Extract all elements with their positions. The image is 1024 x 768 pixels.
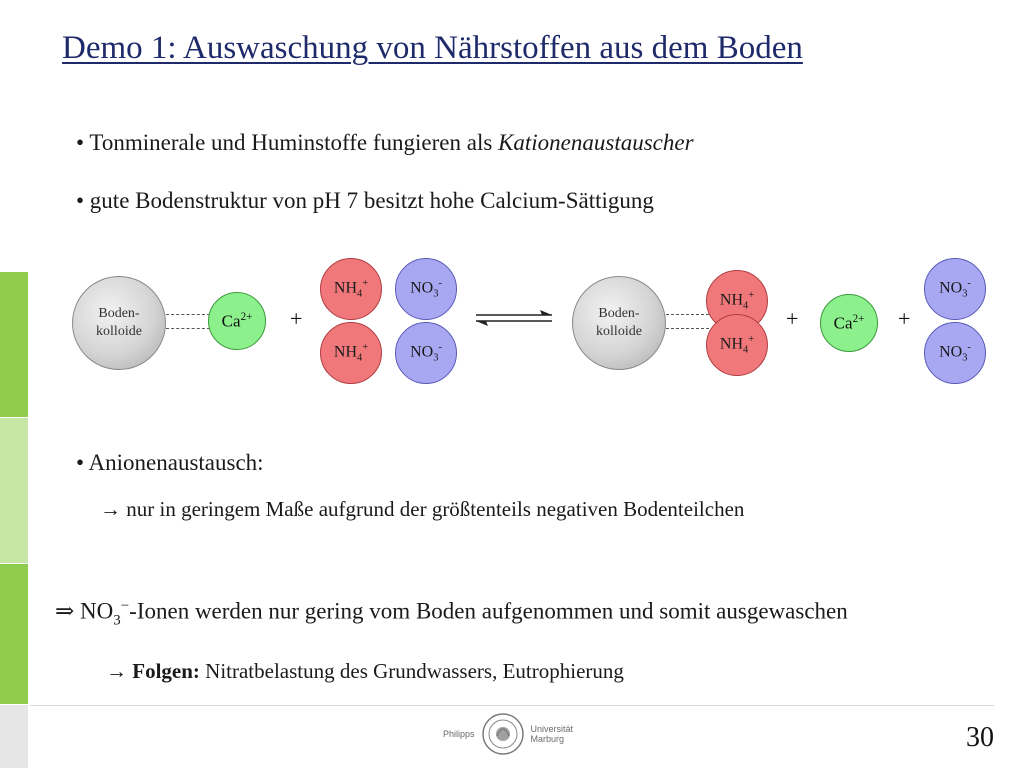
bullet-anion-exchange: • Anionenaustausch: — [76, 450, 264, 475]
bond-line-left-2 — [166, 328, 210, 329]
bullet-1-text: • Tonminerale und Huminstoffe fungieren als — [76, 130, 499, 155]
logo-left-text: Philipps — [443, 729, 475, 739]
bond-line-right-2 — [666, 328, 714, 329]
conclusion-line: ⇒ $NO_3^-$-Ionen werden nur gering vom Boden aufgenommen und somit ausgewaschen — [55, 598, 848, 629]
page-number: 30 — [966, 722, 994, 753]
plus-sign-1: + — [290, 306, 303, 331]
sidebar-block-1 — [0, 272, 28, 417]
university-logo — [443, 712, 573, 756]
colloid-right-line1: Boden- — [598, 306, 640, 321]
ca-ion-right: $Ca^{2+}$ — [820, 294, 878, 352]
bullet-1-italic: Kationenaustauscher — [498, 130, 694, 155]
implies-arrow-icon: ⇒ — [55, 598, 81, 624]
anion-exchange-detail: → nur in geringem Maße aufgrund der größtenteils negativen Bodenteilchen — [100, 497, 745, 521]
sidebar-block-2 — [0, 418, 28, 563]
colloid-right-line2: kolloide — [596, 324, 642, 339]
bond-line-left-1 — [166, 314, 210, 315]
logo-right-text: Universität Marburg — [530, 724, 574, 744]
nh4-ion-left-bottom: $NH_4^+$ — [320, 322, 382, 384]
equilibrium-arrow-icon — [472, 310, 556, 326]
arrow-icon: → — [106, 659, 133, 683]
sidebar-block-3 — [0, 564, 28, 704]
no3-ion-left-bottom: $NO_3^-$ — [395, 322, 457, 384]
bullet-cation-exchanger — [76, 130, 694, 156]
colloid-left-line1: Boden- — [98, 306, 140, 321]
no3-ion-right-bottom: $NO_3^-$ — [924, 322, 986, 384]
colloid-left — [72, 276, 166, 370]
no3-ion-left-top: $NO_3^-$ — [395, 258, 457, 320]
footer-divider — [30, 705, 994, 706]
university-seal-icon — [481, 712, 525, 756]
consequence-line — [106, 659, 624, 684]
bond-line-right-1 — [666, 314, 714, 315]
plus-sign-2: + — [786, 306, 799, 331]
sidebar-block-4 — [0, 705, 28, 768]
bullet-soil-structure: • gute Bodenstruktur von pH 7 besitzt hohe Calcium-Sättigung — [76, 188, 654, 213]
nh4-ion-right-bottom: $NH_4^+$ — [706, 314, 768, 376]
no3-ion-right-top: $NO_3^-$ — [924, 258, 986, 320]
slide-title: Demo 1: Auswaschung von Nährstoffen aus dem Boden — [62, 30, 803, 66]
ca-ion-left: $Ca^{2+}$ — [208, 292, 266, 350]
consequence-text: Nitratbelastung des Grundwassers, Eutrophierung — [199, 659, 624, 683]
colloid-right — [572, 276, 666, 370]
consequence-label: Folgen: — [132, 659, 200, 683]
plus-sign-3: + — [898, 306, 911, 331]
nh4-ion-right-top: $NH_4^+$ — [706, 270, 768, 332]
nh4-ion-left-top: $NH_4^+$ — [320, 258, 382, 320]
colloid-left-line2: kolloide — [96, 324, 142, 339]
